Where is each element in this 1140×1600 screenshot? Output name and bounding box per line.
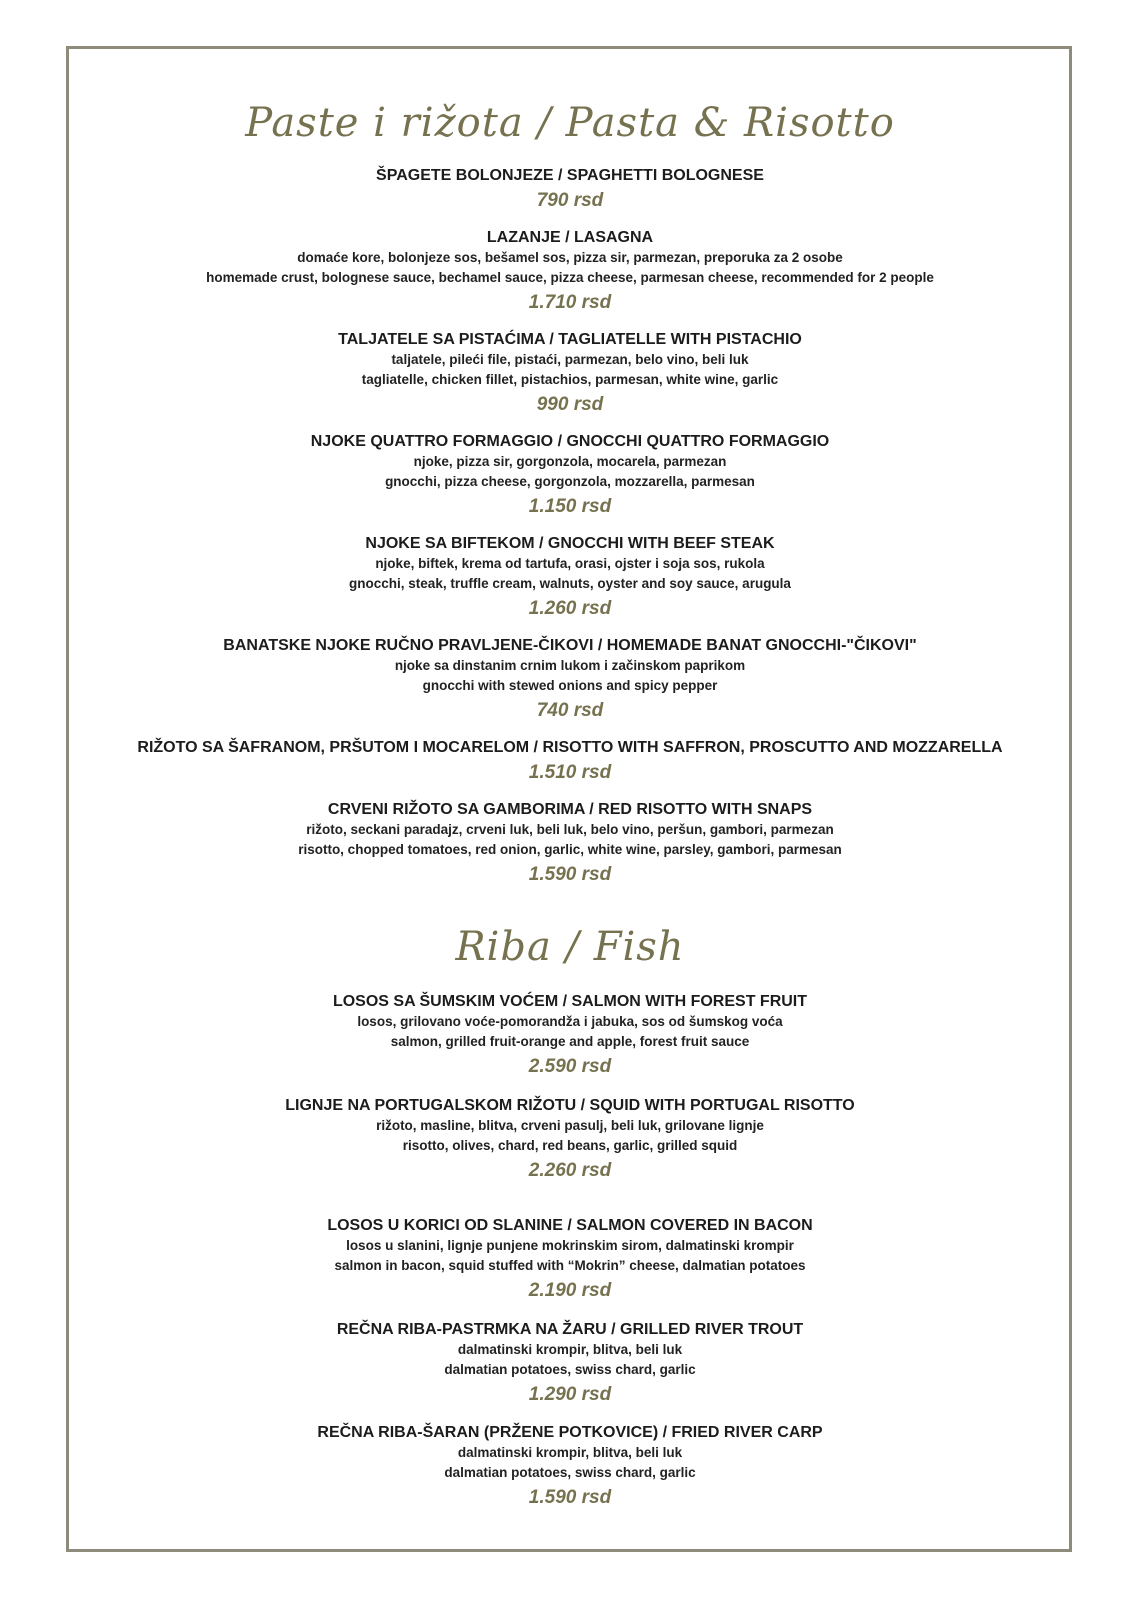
menu-item — [0, 432, 1140, 519]
menu-item — [0, 800, 1140, 887]
item-description-sr: njoke, biftek, krema od tartufa, orasi, ojster i soja sos, rukola — [375, 556, 765, 571]
menu-item — [0, 1423, 1140, 1510]
item-price: 2.260 rsd — [528, 1160, 612, 1181]
item-price: 1.150 rsd — [528, 496, 612, 517]
item-description-en: gnocchi, pizza cheese, gorgonzola, mozzarella, parmesan — [385, 474, 755, 489]
item-name: TALJATELE SA PISTAĆIMA / TAGLIATELLE WITH PISTACHIO — [338, 331, 802, 348]
item-description-sr: dalmatinski krompir, blitva, beli luk — [457, 1342, 683, 1357]
menu-item — [0, 636, 1140, 723]
menu-item — [0, 166, 1140, 213]
item-name: REČNA RIBA-PASTRMKA NA ŽARU / GRILLED RIVER TROUT — [336, 1321, 804, 1338]
item-description-en: gnocchi, steak, truffle cream, walnuts, oyster and soy sauce, arugula — [349, 576, 791, 591]
item-name: RIŽOTO SA ŠAFRANOM, PRŠUTOM I MOCARELOM / RISOTTO WITH SAFFRON, PROSCUTTO AND MOZZARELLA — [137, 739, 1003, 756]
item-price: 1.290 rsd — [528, 1384, 612, 1405]
item-description-sr: dalmatinski krompir, blitva, beli luk — [457, 1445, 683, 1460]
menu-item — [0, 738, 1140, 785]
item-name: LIGNJE NA PORTUGALSKOM RIŽOTU / SQUID WITH PORTUGAL RISOTTO — [285, 1097, 855, 1114]
section-heading-pasta: Paste i rižota / Pasta & Risotto — [245, 100, 895, 146]
item-price: 2.590 rsd — [528, 1056, 612, 1077]
item-name: LOSOS U KORICI OD SLANINE / SALMON COVERED IN BACON — [327, 1217, 813, 1234]
menu-item — [0, 228, 1140, 315]
item-description-sr: rižoto, masline, blitva, crveni pasulj, beli luk, grilovane lignje — [376, 1118, 764, 1133]
item-name: BANATSKE NJOKE RUČNO PRAVLJENE-ČIKOVI / HOMEMADE BANAT GNOCCHI-"ČIKOVI" — [223, 637, 917, 654]
menu-item — [0, 1216, 1140, 1303]
item-price: 1.260 rsd — [528, 598, 612, 619]
item-description-en: salmon, grilled fruit-orange and apple, forest fruit sauce — [390, 1034, 750, 1049]
item-description-en: homemade crust, bolognese sauce, bechamel sauce, pizza cheese, parmesan cheese, recommended for 2 people — [206, 270, 934, 285]
item-name: NJOKE QUATTRO FORMAGGIO / GNOCCHI QUATTRO FORMAGGIO — [310, 433, 830, 450]
item-description-sr: rižoto, seckani paradajz, crveni luk, beli luk, belo vino, peršun, gambori, parmezan — [306, 822, 834, 837]
item-description-sr: losos, grilovano voće-pomorandža i jabuka, sos od šumskog voća — [357, 1014, 783, 1029]
item-description-sr: taljatele, pileći file, pistaći, parmezan, belo vino, beli luk — [391, 352, 749, 367]
section-heading-fish: Riba / Fish — [455, 924, 685, 970]
menu-item — [0, 330, 1140, 417]
item-price: 1.510 rsd — [528, 762, 612, 783]
menu-item — [0, 1320, 1140, 1407]
item-description-en: salmon in bacon, squid stuffed with “Mokrin” cheese, dalmatian potatoes — [334, 1258, 806, 1273]
item-description-sr: losos u slanini, lignje punjene mokrinskim sirom, dalmatinski krompir — [346, 1238, 794, 1253]
item-description-en: dalmatian potatoes, swiss chard, garlic — [444, 1362, 696, 1377]
item-description-en: dalmatian potatoes, swiss chard, garlic — [444, 1465, 696, 1480]
menu-item — [0, 534, 1140, 621]
item-description-sr: njoke, pizza sir, gorgonzola, mocarela, parmezan — [413, 454, 727, 469]
item-name: NJOKE SA BIFTEKOM / GNOCCHI WITH BEEF STEAK — [365, 535, 775, 552]
item-description-sr: domaće kore, bolonjeze sos, bešamel sos, pizza sir, parmezan, preporuka za 2 osobe — [297, 250, 843, 265]
item-name: CRVENI RIŽOTO SA GAMBORIMA / RED RISOTTO WITH SNAPS — [327, 801, 813, 818]
item-price: 790 rsd — [536, 190, 604, 211]
item-name: LAZANJE / LASAGNA — [486, 229, 654, 246]
item-description-en: risotto, chopped tomatoes, red onion, garlic, white wine, parsley, gambori, parmesan — [298, 842, 842, 857]
item-price: 1.590 rsd — [528, 864, 612, 885]
item-name: LOSOS SA ŠUMSKIM VOĆEM / SALMON WITH FOREST FRUIT — [332, 993, 808, 1010]
item-description-en: gnocchi with stewed onions and spicy pepper — [422, 678, 718, 693]
item-description-sr: njoke sa dinstanim crnim lukom i začinskom paprikom — [394, 658, 746, 673]
item-price: 1.710 rsd — [528, 292, 612, 313]
item-name: ŠPAGETE BOLONJEZE / SPAGHETTI BOLOGNESE — [376, 167, 764, 184]
menu-item — [0, 992, 1140, 1079]
item-price: 990 rsd — [536, 394, 604, 415]
item-description-en: tagliatelle, chicken fillet, pistachios, parmesan, white wine, garlic — [361, 372, 779, 387]
item-name: REČNA RIBA-ŠARAN (PRŽENE POTKOVICE) / FRIED RIVER CARP — [317, 1424, 823, 1441]
item-price: 1.590 rsd — [528, 1487, 612, 1508]
menu-item — [0, 1096, 1140, 1183]
item-price: 740 rsd — [536, 700, 604, 721]
item-price: 2.190 rsd — [528, 1280, 612, 1301]
item-description-en: risotto, olives, chard, red beans, garlic, grilled squid — [402, 1138, 738, 1153]
